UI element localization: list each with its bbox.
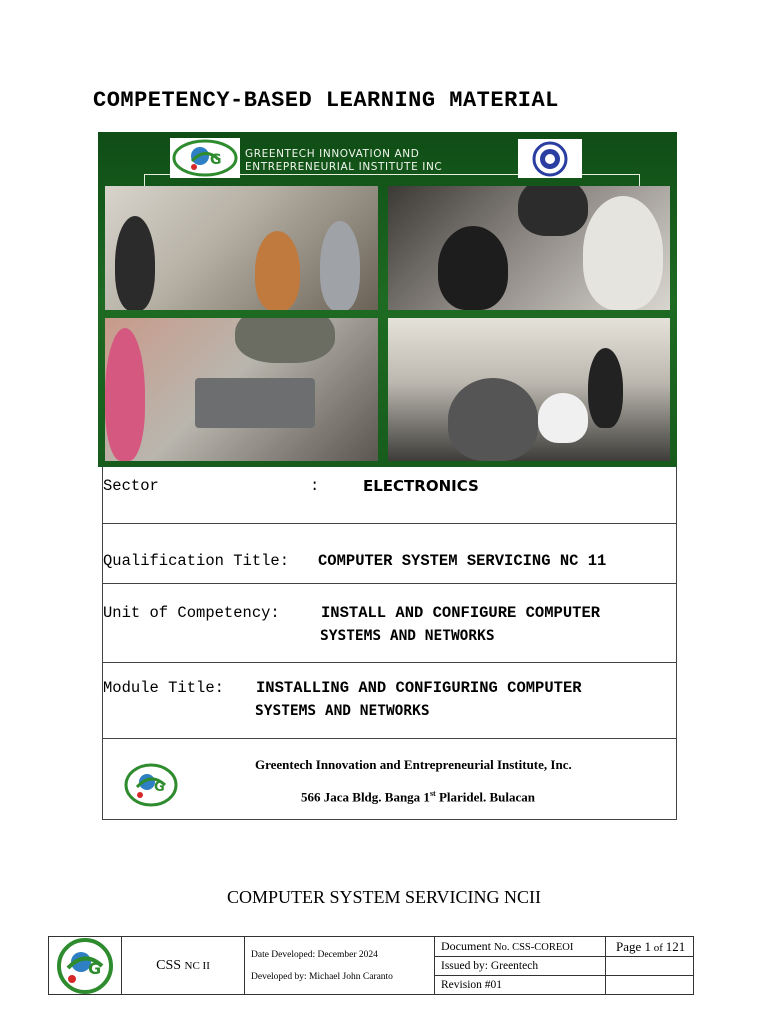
sector-label: Sector xyxy=(103,477,159,495)
cover-banner xyxy=(98,132,677,467)
page-number-cell: Page 1 of 121 xyxy=(606,937,694,957)
css-code-cell: CSS NC II xyxy=(122,937,245,995)
banner-institute-name: GREENTECH INNOVATION AND ENTREPRENEURIAL INSTITUTE INC xyxy=(245,148,443,173)
sector-colon: : xyxy=(310,477,320,495)
issued-by: Issued by: Greentech xyxy=(435,957,606,976)
svg-text:G: G xyxy=(210,152,222,168)
training-photo-3 xyxy=(105,318,378,461)
footer-greentech-logo-icon xyxy=(49,938,121,994)
module-title-row xyxy=(103,663,676,738)
cover-info-table xyxy=(102,467,677,820)
svg-text:G: G xyxy=(88,958,102,978)
sector-value: ELECTRONICS xyxy=(363,477,479,495)
training-photo-2 xyxy=(388,186,670,310)
institute-row xyxy=(103,739,676,819)
qualification-value: COMPUTER SYSTEM SERVICING NC 11 xyxy=(318,552,607,570)
institute-logo-icon xyxy=(123,763,179,812)
developed-by: Developed by: Michael John Caranto xyxy=(251,971,393,982)
qualification-row xyxy=(103,524,676,583)
unit-label: Unit of Competency: xyxy=(103,604,280,622)
svg-text:G: G xyxy=(154,780,165,795)
qualification-label: Qualification Title: xyxy=(103,552,290,570)
institute-address: 566 Jaca Bldg. Banga 1st Plaridel. Bulacan xyxy=(301,789,536,805)
training-photo-4 xyxy=(388,318,670,461)
document-control-table xyxy=(48,936,694,995)
unit-value-line1: INSTALL AND CONFIGURE COMPUTER xyxy=(321,604,601,622)
document-title: COMPETENCY-BASED LEARNING MATERIAL xyxy=(93,88,559,113)
training-photo-1 xyxy=(105,186,378,310)
unit-of-competency-row xyxy=(103,584,676,662)
module-value-line2: SYSTEMS AND NETWORKS xyxy=(255,703,430,719)
sector-row xyxy=(103,467,676,523)
module-label: Module Title: xyxy=(103,679,224,697)
document-no-cell: Document No. CSS-COREOI xyxy=(435,937,606,957)
revision: Revision #01 xyxy=(435,976,606,995)
unit-value-line2: SYSTEMS AND NETWORKS xyxy=(320,628,495,644)
module-value-line1: INSTALLING AND CONFIGURING COMPUTER xyxy=(256,679,582,697)
institute-name: Greentech Innovation and Entrepreneurial Institute, Inc. xyxy=(255,757,572,772)
date-developed: Date Developed: December 2024 xyxy=(251,949,378,960)
footer-logo-cell xyxy=(49,937,122,995)
tesda-seal-icon xyxy=(518,139,582,178)
greentech-logo-icon xyxy=(170,138,240,178)
course-title: COMPUTER SYSTEM SERVICING NCII xyxy=(226,887,542,907)
development-info-cell xyxy=(245,937,435,995)
